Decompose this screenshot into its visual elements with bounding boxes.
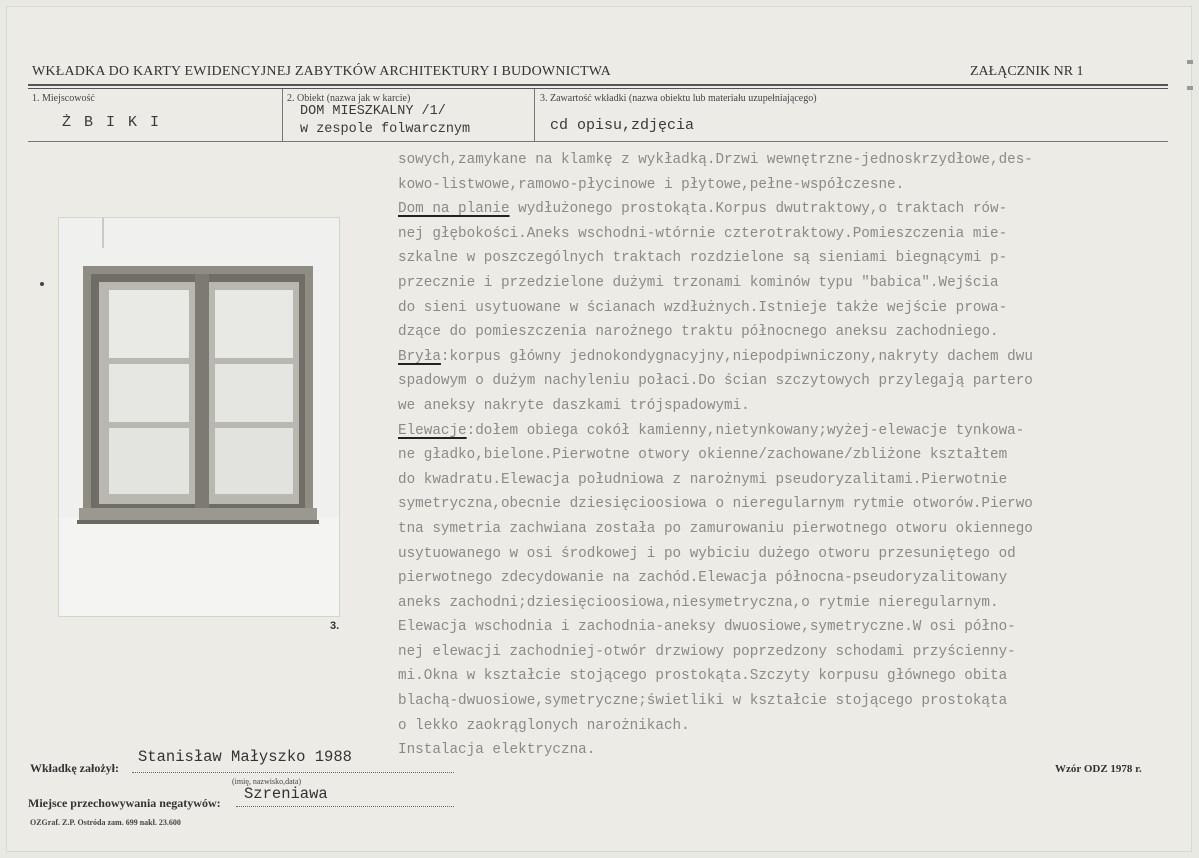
section-heading-bryla: Bryła <box>398 348 441 365</box>
text-line: tna symetria zachwiana została po zamurowaniu pierwotnego otworu okiennego <box>398 520 1033 537</box>
text-segment: :korpus główny jednokondygnacyjny,niepodpiwniczony,nakryty dachem dwu <box>440 348 1033 365</box>
section-heading-elewacje: Elewacje <box>398 422 467 439</box>
text-line: pierwotnego zdecydowanie na zachód.Elewacja północna-pseudoryzalitowany <box>398 570 1008 587</box>
text-line: we aneksy nakryte daszkami trójspadowymi. <box>398 397 750 414</box>
text-line: usytuowanego w osi środkowej i po wybiciu dużego otworu przesuniętego od <box>398 545 1016 562</box>
photo-number: 3. <box>330 620 340 632</box>
text-line: szkalne w poszczególnych traktach rozdzielone są sieniami biegnącymi p- <box>398 250 1008 267</box>
edge-mark <box>1187 86 1193 90</box>
annex-number: ZAŁĄCZNIK NR 1 <box>970 64 1084 79</box>
window-photo <box>59 218 339 616</box>
text-segment: wydłużonego prostokąta.Korpus dwutraktowy,o traktach rów- <box>509 201 1008 218</box>
text-line: sowych,zamykane na klamkę z wykładką.Drzwi wewnętrzne-jednoskrzydłowe,des- <box>398 152 1033 168</box>
text-line: kowo-listwowe,ramowo-płycinowe i płytowe,pełne-współczesne. <box>398 176 905 193</box>
text-line: ne gładko,bielone.Pierwotne otwory okienne/zachowane/zbliżone kształtem <box>398 447 1008 464</box>
text-line: przecznie i przedzielone dużymi trzonami kominów typu "babica".Wejścia <box>398 274 999 291</box>
text-line: do sieni usytuowane w ścianach wzdłużnych.Istnieje także wejście prowa- <box>398 299 1008 316</box>
object-label: 2. Obiekt (nazwa jak w karcie) <box>287 93 411 104</box>
fields-rule <box>28 141 1168 142</box>
text-line: do kwadratu.Elewacja południowa z narożnymi pseudoryzalitami.Pierwotnie <box>398 471 1008 488</box>
text-line: nej głębokości.Aneks wschodni-wtórnie czterotraktowy.Pomieszczenia mie- <box>398 225 1008 242</box>
document-title: WKŁADKA DO KARTY EWIDENCYJNEJ ZABYTKÓW ARCHITEKTURY I BUDOWNICTWA <box>32 64 611 79</box>
locality-value: Ż B I K I <box>62 114 162 131</box>
storage-line <box>236 806 454 807</box>
text-line <box>398 197 1178 222</box>
prepared-by-label: Wkładkę założył: <box>30 761 119 775</box>
description-text <box>398 148 1178 763</box>
text-line: blachą-dwuosiowe,symetryczne;świetliki w kształcie stojącego prostokąta <box>398 693 1008 710</box>
field-separator-2 <box>534 89 535 141</box>
text-line: o lekko zaokrąglonych narożnikach. <box>398 717 690 734</box>
contents-label: 3. Zawartość wkładki (nazwa obiektu lub materiału uzupełniającego) <box>540 93 817 104</box>
prepared-by-value: Stanisław Małyszko 1988 <box>138 748 352 766</box>
text-line <box>398 419 1178 444</box>
storage-value: Szreniawa <box>244 785 328 803</box>
text-line: nej elewacji zachodniej-otwór drzwiowy poprzedzony schodami przyścienny- <box>398 643 1016 660</box>
text-line: spadowym o dużym nachyleniu połaci.Do ścian szczytowych przylegają partero <box>398 373 1033 390</box>
contents-value: cd opisu,zdjęcia <box>550 117 695 134</box>
edge-mark <box>1187 60 1193 64</box>
text-line: Instalacja elektryczna. <box>398 742 596 759</box>
prepared-by-line <box>132 772 454 773</box>
text-line: symetryczna,obecnie dziesięcioosiowa o nieregularnym rytmie otworów.Pierwo <box>398 496 1033 513</box>
text-line: mi.Okna w kształcie stojącego prostokąta.Szczyty korpusu głównego obita <box>398 668 1008 685</box>
section-heading-plan: Dom na planie <box>398 201 510 218</box>
storage-label: Miejsce przechowywania negatywów: <box>28 796 221 810</box>
text-line: dzące do pomieszczenia narożnego traktu północnego aneksu zachodniego. <box>398 324 999 341</box>
form-code: Wzór ODZ 1978 r. <box>1055 763 1142 775</box>
window-illustration <box>59 218 339 616</box>
margin-mark <box>40 282 44 286</box>
text-line: Elewacja wschodnia i zachodnia-aneksy dwuosiowe,symetryczne.W osi półno- <box>398 619 1016 636</box>
header-rule-top <box>28 84 1168 86</box>
header-rule-bottom <box>28 88 1168 89</box>
prepared-by-hint: (imię, nazwisko,data) <box>232 777 302 786</box>
text-line: aneks zachodni;dziesięcioosiowa,niesymetryczna,o rytmie nieregularnym. <box>398 594 999 611</box>
locality-label: 1. Miejscowość <box>32 93 95 104</box>
object-value-line1: DOM MIESZKALNY /1/ <box>300 104 446 119</box>
text-segment: :dołem obiega cokół kamienny,nietynkowany;wyżej-elewacje tynkowa- <box>466 422 1025 439</box>
print-info: OZGraf. Z.P. Ostróda zam. 699 nakł. 23.600 <box>30 818 181 827</box>
field-separator-1 <box>282 89 283 141</box>
object-value-line2: w zespole folwarcznym <box>300 122 471 137</box>
text-line <box>398 345 1178 370</box>
